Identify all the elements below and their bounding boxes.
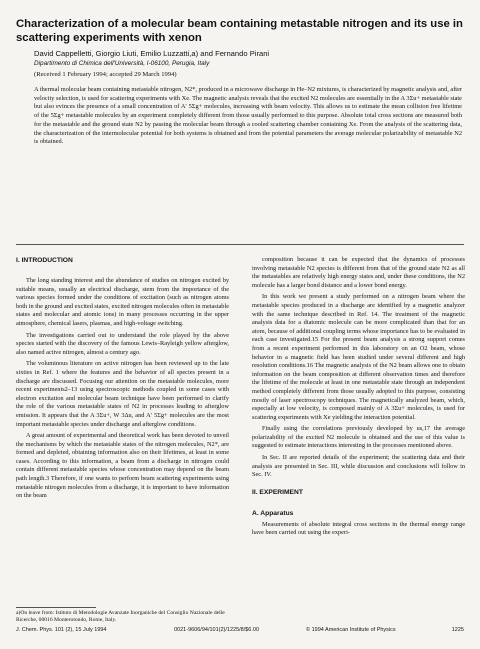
intro-paragraph: The voluminous literature on active nitrogen has been reviewed up to the late sixties in Ref. 1 where the features and the behavior of all species present in a discharge are discussed. Focusing our attention on the metastable molecules, more recent experiments2–13 using spectroscopic methods coupled in some cases with electron excitation and molecular beam technique have been performed to clarify the role of the various metastable states of N2 in processes leading to afterglow emission. It appears that the A 3Σu+, W 3Δu, and A′ 5Σg+ molecules are the most important metastable species under discharge and afterglow conditions. [16,360,229,428]
abstract: A thermal molecular beam containing metastable nitrogen, N2*, produced in a microwave discharge in He–N2 mixtures, is characterized by magnetic analysis and, after velocity selection, is used for scattering experiments with Xe. The magnetic analysis reveals that the excited N2 molecules are essentially in the A 3Σu+ metastable state but also evinces the presence of a small concentration of A′ 5Σg+ molecules, increasing with beam velocity. This allows us to estimate the mean collision free lifetime of the 5Σg+ metastable molecules by an experiment completely different from those usually performed to this purpose. Absolute total cross sections are measured both for the metastable and the ground state N2 by passing the molecular beam through a cooled scattering chamber containing Xe. From the analysis of the scattering data, the characterization of the intermolecular potential for both systems is obtained and from the potential parameters the average molecular polarizability of metastable N2 is obtained. [34,86,462,146]
intro-paragraph: In Sec. II are reported details of the experiment; the scattering data and their analysis are presented in Sec. III, while discussion and conclusions will follow in Sec. IV. [252,454,465,479]
left-column [16,256,229,504]
intro-paragraph: The long standing interest and the abundance of studies on nitrogen excited by suitable means, usually an electrical discharge, stem from the importance of the various species formed under the conditions of excitation (such as nitrogen atoms both in the ground and excited states, excited nitrogen molecules often in metastable states and molecular and atomic ions) in many processes occurring in the upper atmosphere, chemical lasers, plasmas, and high-voltage switching. [16,277,229,327]
apparatus-paragraph: Measurements of absolute integral cross sections in the thermal energy range have been carried out using the experi- [252,520,465,537]
author-block [34,49,464,68]
author-list: David Cappelletti, Giorgio Liuti, Emilio Luzzatti,a) and Fernando Pirani [34,49,270,58]
copyright-notice: © 1994 American Institute of Physics [306,627,396,633]
intro-paragraph: A great amount of experimental and theoretical work has been devoted to unveil the mechanisms by which the metastable states of the nitrogen molecules, N2*, are formed and depleted, obtaining information also on their lifetimes, at least in some cases. According to this information, a beam from a discharge in nitrogen could contain different metastable species whose concentration may depend on the beam path length.3 Therefore, if one wants to perform beam scattering experiments using metastable nitrogen molecules from a discharge, it is important to have information on the beam [16,432,229,500]
subsection-heading-apparatus: A. Apparatus [252,509,294,517]
journal-citation: J. Chem. Phys. 101 (2), 15 July 1994 [16,627,107,633]
article-code: 0021-9606/94/101(2)/1225/8/$6.00 [174,627,260,633]
intro-paragraph: The investigations carried out to understand the role played by the above species started with the discovery of the famous Lewis–Rayleigh yellow afterglow, also named active nitrogen, almost a century ago. [16,331,229,356]
paper-title: Characterization of a molecular beam containing metastable nitrogen and its use in scattering experiments with xenon [16,18,463,44]
section-heading-introduction: I. INTRODUCTION [16,257,73,264]
received-dates: (Received 1 February 1994; accepted 29 March 1994) [34,71,177,78]
footnote: a)On leave from: Istituto di Metodologie Avanzate Inorganiche del Consiglio Nazionale delle Ricerche, 00016 Monterotondo, Rome, Italy. [16,610,225,624]
intro-paragraph: composition because it can be expected that the dynamics of processes involving metastable N2 species is different from that of the ground state N2 as all the metastables are relatively high energy states and, under these conditions, the N2 molecule has a larger bond distance and a lower bond energy. [252,256,465,289]
affiliation: Dipartimento di Chimica dell'Università, I-06100, Perugia, Italy [34,60,210,67]
section-heading-experiment: II. EXPERIMENT [252,488,303,496]
footnote-divider [16,607,96,608]
intro-paragraph: Finally using the correlations previously developed by us,17 the average polarizability of the excited N2 molecule is obtained and the use of this value is suggested to estimate interactions interesting in the processes mentioned above. [252,425,465,450]
page-number: 1225 [451,627,464,633]
intro-paragraph: In this work we present a study performed on a nitrogen beam where the metastable species produced in a discharge are identified by a magnetic analyzer with the same technique described in Ref. 14. The treatment of the magnetic analysis data for a diatomic molecule can be more complicated than that for an atom, because of additional coupling terms whose importance has to be evaluated in each case investigated.15 For the present beam analysis a strong support comes from a recent experiment performed in this laboratory on an O2 beam, whose behavior in a magnetic field has been studied under several different and high resolution conditions.16 The magnetic analysis of the N2 beam allows one to obtain information on the beam composition at different observation times and therefore the lifetime of the molecule at least in one metastable state through an independent method completely different from those usually adopted to this purpose, consisting mostly of laser spectroscopy techniques. The magnetically analyzed beam, which, especially at low velocity, is composed mainly of A 3Σu+ molecules, is used for scattering experiments with Xe yielding the interaction potential. [252,293,465,421]
right-column [252,256,465,541]
section-divider [16,244,464,245]
